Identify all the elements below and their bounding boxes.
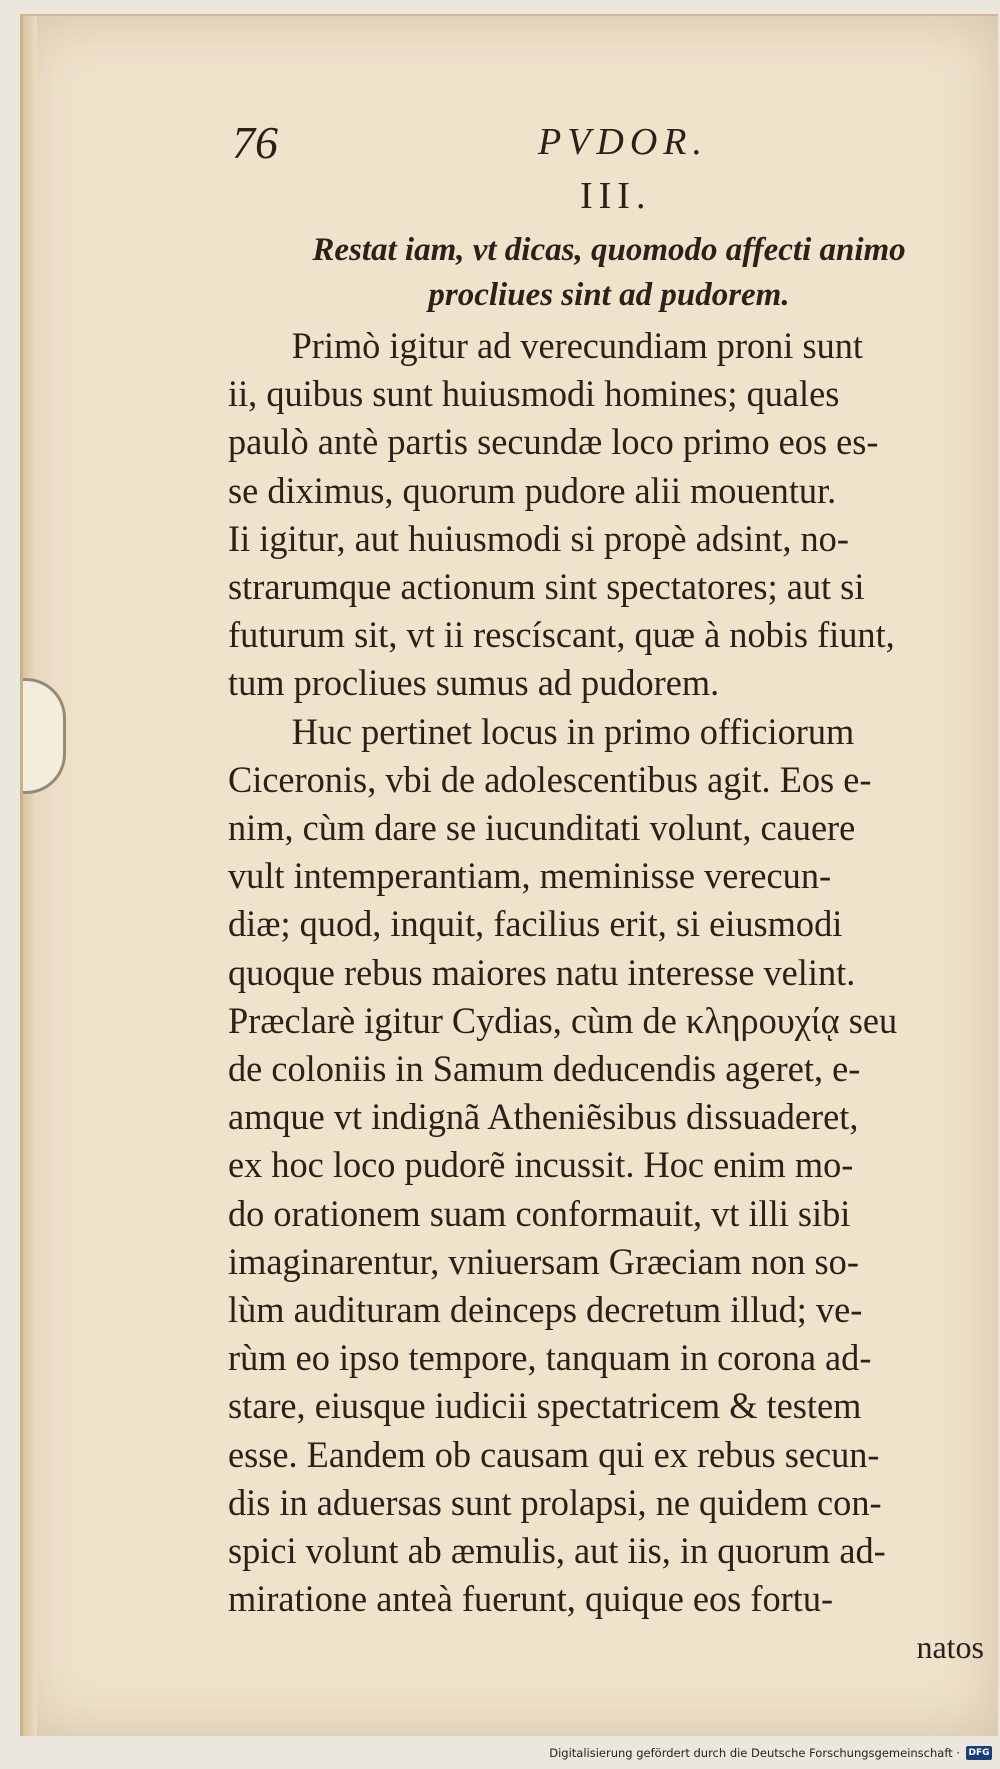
running-title: PVDOR. (538, 121, 709, 163)
text-line: strarumque actionum sint spectatores; aut si (228, 566, 865, 608)
section-heading (228, 228, 990, 318)
text-line: imaginarentur, vniuersam Græciam non so- (228, 1240, 859, 1282)
text-line: ii, quibus sunt huiusmodi homines; quales (228, 373, 840, 415)
text-line: Ii igitur, aut huiusmodi si propè adsint, no- (228, 517, 849, 559)
text-line: vult intemperantiam, meminisse verecun- (228, 855, 832, 897)
text-line: tum procliues sumus ad pudorem. (228, 662, 720, 704)
text-line: nim, cùm dare se iucunditati volunt, cauere (228, 807, 856, 849)
text-line: rùm eo ipso tempore, tanquam in corona ad- (228, 1337, 872, 1379)
text-line: Primò igitur ad verecundiam proni sunt (291, 325, 863, 366)
text-line: stare, eiusque iudicii spectatricem & testem (228, 1385, 862, 1427)
text-line: Huc pertinet locus in primo officiorum (291, 710, 855, 752)
text-line: paulò antè partis secundæ loco primo eos es- (228, 421, 879, 463)
heading-line: Restat iam, vt dicas, quomodo affecti animo (312, 232, 906, 268)
page-text (228, 112, 990, 1666)
text-line: dis in aduersas sunt prolapsi, ne quidem con- (228, 1481, 882, 1523)
text-line: diæ; quod, inquit, facilius erit, si eiusmodi (228, 903, 843, 945)
text-line: de coloniis in Samum deducendis ageret, e- (228, 1048, 861, 1090)
heading-line: procliues sint ad pudorem. (428, 277, 790, 313)
dfg-logo-icon: DFG (966, 1746, 992, 1760)
page-clasp-edge (23, 678, 66, 794)
text-line: esse. Eandem ob causam qui ex rebus secun- (228, 1433, 880, 1475)
text-line: lùm audituram deinceps decretum illud; ve- (228, 1289, 863, 1331)
section-number: III. (580, 175, 652, 217)
text-line: Præclarè igitur Cydias, cùm de κληρουχίᾳ seu (228, 999, 898, 1041)
text-line: Ciceronis, vbi de adolescentibus agit. Eos e- (228, 758, 872, 800)
text-line: ex hoc loco pudorẽ incussit. Hoc enim mo- (228, 1144, 854, 1186)
catchword: natos (916, 1629, 984, 1666)
text-line: miratione anteà fuerunt, quique eos fortu- (228, 1578, 834, 1620)
text-line: futurum sit, vt ii rescíscant, quæ à nobis fiunt, (228, 614, 895, 656)
digitization-footer (549, 1741, 992, 1765)
footer-credit: Digitalisierung gefördert durch die Deutsche Forschungsgemeinschaft · (549, 1746, 960, 1760)
text-line: spici volunt ab æmulis, aut iis, in quorum ad- (228, 1530, 886, 1572)
text-line: se diximus, quorum pudore alii mouentur. (228, 469, 837, 511)
text-line: quoque rebus maiores natu interesse velint. (228, 951, 856, 993)
text-line: amque vt indignã Atheniẽsibus dissuaderet, (228, 1096, 859, 1138)
page-number: 76 (232, 117, 278, 168)
paragraph-1 (228, 322, 990, 708)
paragraph-2 (228, 708, 990, 1624)
running-head (228, 112, 990, 170)
text-line: do orationem suam conformauit, vt illi sibi (228, 1192, 851, 1234)
